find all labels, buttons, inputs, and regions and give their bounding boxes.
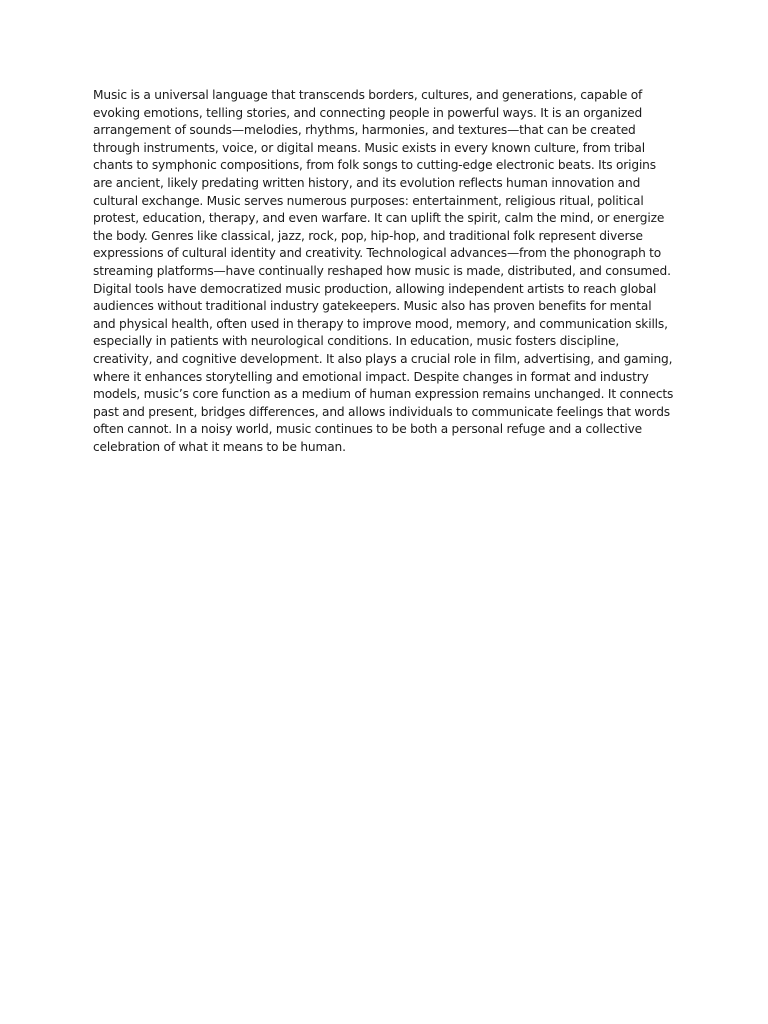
body-paragraph: Music is a universal language that transcends borders, cultures, and generations, capable of evoking emotions, telling stories, and connecting people in powerful ways. It is an organized arrangement of sounds—melodies, rhythms, harmonies, and textures—that can be created through instruments, voice, or digital means. Music exists in every known culture, from tribal chants to symphonic compositions, from folk songs to cutting-edge electronic beats. Its origins are ancient, likely predating written history, and its evolution reflects human innovation and cultural exchange. Music serves numerous purposes: entertainment, religious ritual, political protest, education, therapy, and even warfare. It can uplift the spirit, calm the mind, or energize the body. Genres like classical, jazz, rock, pop, hip-hop, and traditional folk represent diverse expressions of cultural identity and creativity. Technological advances—from the phonograph to streaming platforms—have continually reshaped how music is made, distributed, and consumed. Digital tools have democratized music production, allowing independent artists to reach global audiences without traditional industry gatekeepers. Music also has proven benefits for mental and physical health, often used in therapy to improve mood, memory, and communication skills, especially in patients with neurological conditions. In education, music fosters discipline, creativity, and cognitive development. It also plays a crucial role in film, advertising, and gaming, where it enhances storytelling and emotional impact. Despite changes in format and industry models, music’s core function as a medium of human expression remains unchanged. It connects past and present, bridges differences, and allows individuals to communicate feelings that words often cannot. In a noisy world, music continues to be both a personal refuge and a collective celebration of what it means to be human. — [93, 88, 674, 454]
